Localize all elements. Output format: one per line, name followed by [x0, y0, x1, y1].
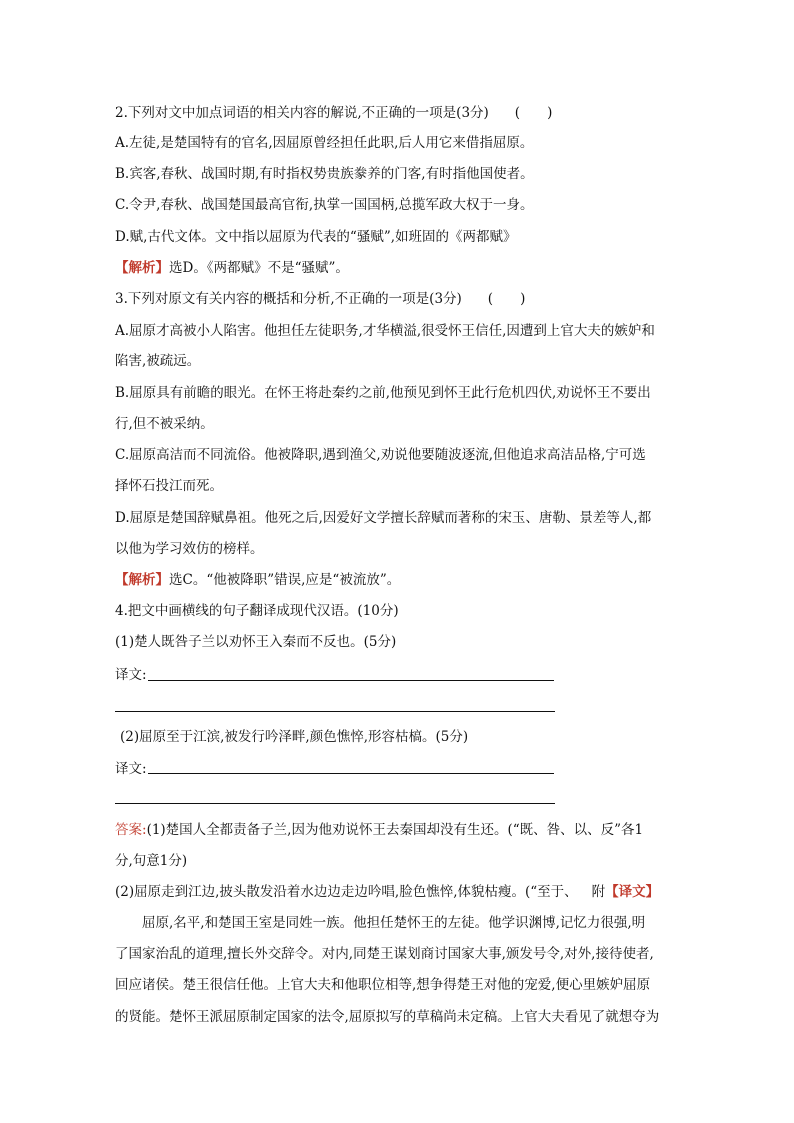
question-3-stem: 3.下列对原文有关内容的概括和分析,不正确的一项是(3分) ( ): [115, 291, 526, 307]
answer-bracket: ( ): [487, 291, 526, 307]
q3-option-c-line1: C.屈原高洁而不同流俗。他被降职,遇到渔父,劝说他要随波逐流,但他追求高洁品格,宁可选: [115, 447, 646, 463]
translation-label-1: 译文:: [115, 667, 147, 683]
q3-option-d-line1: D.屈原是楚国辞赋鼻祖。他死之后,因爱好文学擅长辞赋而著称的宋玉、唐勒、景差等人,都: [115, 510, 652, 526]
translation-text: 的贤能。楚怀王派屈原制定国家的法令,屈原拟写的草稿尚未定稿。上官大夫看见了就想夺为: [115, 1009, 660, 1025]
q3-option-d-line2: 以他为学习效仿的榜样。: [115, 541, 264, 557]
translation-text: 回应诸侯。楚王很信任他。上官大夫和他职位相等,想争得楚王对他的宠爱,便心里嫉妒屈原: [115, 977, 651, 993]
q3-option-a-line1: A.屈原才高被小人陷害。他担任左徒职务,才华横溢,很受怀王信任,因遭到上官大夫的嫉妒和: [115, 323, 655, 339]
analysis-tag: 【解析】: [115, 572, 169, 588]
q3-option-a-line2: 陷害,被疏远。: [115, 353, 201, 369]
question-4-stem: 4.把文中画横线的句子翻译成现代汉语。(10分): [115, 603, 399, 619]
q3-option-b-line1: B.屈原具有前瞻的眼光。在怀王将赴秦约之前,他预见到怀王此行危机四伏,劝说怀王不要出: [115, 385, 651, 401]
answer-line-2: 分,句意1分): [115, 853, 188, 869]
answer-bracket: ( ): [514, 105, 553, 121]
answer-line[interactable]: [115, 711, 555, 712]
q4-sentence-1: (1)楚人既咎子兰以劝怀王入秦而不反也。(5分): [115, 634, 397, 650]
q2-option-c: C.令尹,春秋、战国楚国最高官衔,执掌一国国柄,总揽军政大权于一身。: [115, 197, 534, 213]
q2-option-d: D.赋,古代文体。文中指以屈原为代表的“骚赋”,如班固的《两都赋》: [115, 229, 517, 245]
q2-analysis: 【解析】选D。《两都赋》不是“骚赋”。: [115, 260, 349, 276]
q3-option-c-line2: 择怀石投江而死。: [115, 478, 223, 494]
answer-line-1: 答案:(1)楚国人全都责备子兰,因为他劝说怀王去秦国却没有生还。(“既、咎、以、反”各1: [115, 822, 644, 838]
translation-label-2: 译文:: [115, 761, 147, 777]
q4-sentence-2: (2)屈原至于江滨,被发行吟泽畔,颜色憔悴,形容枯槁。(5分): [120, 729, 469, 745]
q3-analysis: 【解析】选C。“他被降职”错误,应是“被流放”。: [115, 572, 401, 588]
answer-line[interactable]: [115, 803, 555, 804]
q2-option-b: B.宾客,春秋、战国时期,有时指权势贵族豢养的门客,有时指他国使者。: [115, 166, 534, 182]
answer-label: 答案:: [115, 822, 147, 838]
answer-line[interactable]: [148, 680, 554, 681]
question-2-stem: 2.下列对文中加点词语的相关内容的解说,不正确的一项是(3分) ( ): [115, 105, 553, 121]
answer-line[interactable]: [148, 773, 554, 774]
analysis-tag: 【解析】: [115, 260, 169, 276]
q2-option-a: A.左徒,是楚国特有的官名,因屈原曾经担任此职,后人用它来借指屈原。: [115, 135, 534, 151]
translation-tag: 【译文】: [605, 884, 660, 900]
q3-option-b-line2: 行,但不被采纳。: [115, 416, 214, 432]
answer-line-3: (2)屈原走到江边,披头散发沿着水边边走边吟唱,脸色憔悴,体貌枯瘦。(“至于、 附【译文】: [115, 884, 660, 900]
translation-text: 屈原,名平,和楚国王室是同姓一族。他担任楚怀王的左徒。他学识渊博,记忆力很强,明: [142, 915, 646, 931]
translation-text: 了国家治乱的道理,擅长外交辞令。对内,同楚王谋划商讨国家大事,颁发号令,对外,接待使者,: [115, 946, 654, 962]
